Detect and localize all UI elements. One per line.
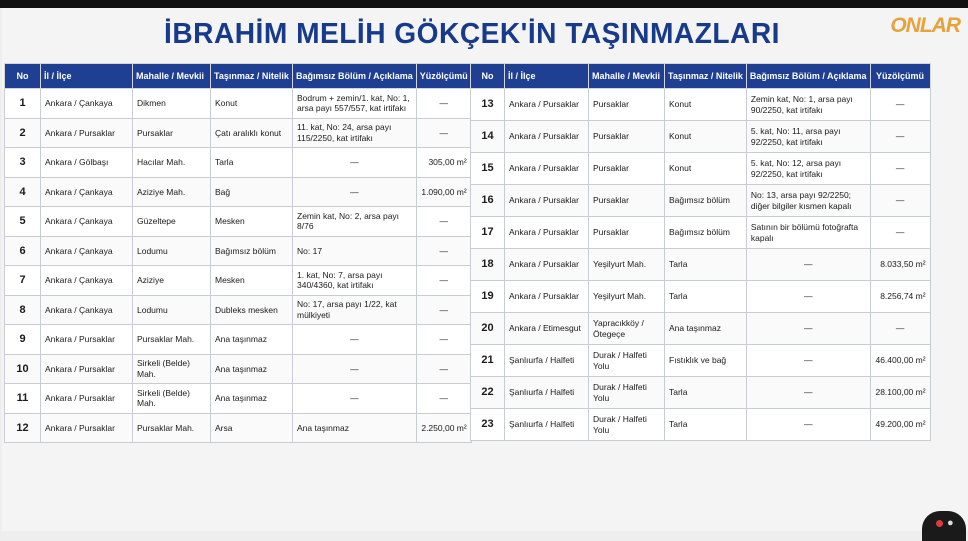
cell-no: 6 <box>5 236 41 266</box>
table-row <box>471 409 931 441</box>
cell-nitelik: Bağ <box>211 177 293 207</box>
cell-il-ilce: Şanlıurfa / Halfeti <box>505 345 589 377</box>
header-yuzolcumu: Yüzölçümü <box>870 64 930 89</box>
cell-aciklama: — <box>746 281 870 313</box>
table-row <box>471 121 931 153</box>
cell-yuzolcumu: — <box>416 325 471 355</box>
cell-nitelik: Bağımsız bölüm <box>211 236 293 266</box>
cell-no: 22 <box>471 377 505 409</box>
cell-il-ilce: Ankara / Pursaklar <box>505 185 589 217</box>
table-row <box>5 354 472 384</box>
table-row <box>5 266 472 296</box>
cell-nitelik: Konut <box>665 153 747 185</box>
cell-mahalle: Yeşilyurt Mah. <box>589 249 665 281</box>
header-il-ilce: İl / İlçe <box>505 64 589 89</box>
header-mahalle: Mahalle / Mevkii <box>589 64 665 89</box>
cell-mahalle: Aziziye <box>133 266 211 296</box>
cell-mahalle: Lodumu <box>133 236 211 266</box>
table-row <box>471 313 931 345</box>
cell-nitelik: Ana taşınmaz <box>211 384 293 414</box>
cell-mahalle: Sirkeli (Belde) Mah. <box>133 384 211 414</box>
cell-mahalle: Durak / Halfeti Yolu <box>589 377 665 409</box>
cell-no: 23 <box>471 409 505 441</box>
cell-mahalle: Pursaklar Mah. <box>133 325 211 355</box>
cell-aciklama: 5. kat, No: 11, arsa payı 92/2250, kat irtifakı <box>746 121 870 153</box>
table-row <box>471 249 931 281</box>
cell-il-ilce: Ankara / Pursaklar <box>41 384 133 414</box>
cell-il-ilce: Ankara / Pursaklar <box>505 217 589 249</box>
cell-mahalle: Yapracıkköy / Ötegeçe <box>589 313 665 345</box>
cell-no: 14 <box>471 121 505 153</box>
cell-nitelik: Tarla <box>665 409 747 441</box>
cell-no: 4 <box>5 177 41 207</box>
cell-aciklama: No: 13, arsa payı 92/2250; diğer bilgiler kısmen kapalı <box>746 185 870 217</box>
header-il-ilce: İl / İlçe <box>41 64 133 89</box>
cell-yuzolcumu: — <box>870 121 930 153</box>
cell-il-ilce: Şanlıurfa / Halfeti <box>505 409 589 441</box>
cell-aciklama: 5. kat, No: 12, arsa payı 92/2250, kat irtifakı <box>746 153 870 185</box>
cell-no: 20 <box>471 313 505 345</box>
cell-aciklama: Satının bir bölümü fotoğrafta kapalı <box>746 217 870 249</box>
cell-aciklama: No: 17 <box>293 236 417 266</box>
cell-il-ilce: Ankara / Pursaklar <box>505 153 589 185</box>
cell-mahalle: Durak / Halfeti Yolu <box>589 345 665 377</box>
cell-aciklama: No: 17, arsa payı 1/22, kat mülkiyeti <box>293 295 417 325</box>
cell-aciklama: 1. kat, No: 7, arsa payı 340/4360, kat irtifakı <box>293 266 417 296</box>
table-row <box>5 89 472 119</box>
cell-yuzolcumu: — <box>870 217 930 249</box>
cell-il-ilce: Ankara / Çankaya <box>41 89 133 119</box>
cell-il-ilce: Ankara / Pursaklar <box>505 281 589 313</box>
cell-il-ilce: Ankara / Pursaklar <box>41 413 133 443</box>
cell-nitelik: Tarla <box>665 249 747 281</box>
cell-nitelik: Bağımsız bölüm <box>665 217 747 249</box>
cell-mahalle: Güzeltepe <box>133 207 211 237</box>
cell-nitelik: Mesken <box>211 207 293 237</box>
cell-mahalle: Pursaklar <box>589 217 665 249</box>
cell-nitelik: Tarla <box>665 281 747 313</box>
header-nitelik: Taşınmaz / Nitelik <box>665 64 747 89</box>
cell-aciklama: — <box>293 354 417 384</box>
cell-aciklama: — <box>293 384 417 414</box>
cell-yuzolcumu: 1.090,00 m² <box>416 177 471 207</box>
table-row <box>5 236 472 266</box>
cell-no: 11 <box>5 384 41 414</box>
cell-mahalle: Pursaklar <box>589 89 665 121</box>
cell-aciklama: — <box>746 345 870 377</box>
cell-nitelik: Mesken <box>211 266 293 296</box>
cell-yuzolcumu: — <box>416 354 471 384</box>
cell-aciklama: Ana taşınmaz <box>293 413 417 443</box>
header-mahalle: Mahalle / Mevkii <box>133 64 211 89</box>
cell-yuzolcumu: — <box>416 118 471 148</box>
cell-il-ilce: Ankara / Pursaklar <box>41 118 133 148</box>
cell-yuzolcumu: 8.256,74 m² <box>870 281 930 313</box>
cell-yuzolcumu: — <box>416 207 471 237</box>
header-nitelik: Taşınmaz / Nitelik <box>211 64 293 89</box>
cell-mahalle: Durak / Halfeti Yolu <box>589 409 665 441</box>
cell-aciklama: — <box>293 177 417 207</box>
corner-badge[interactable] <box>922 511 966 541</box>
cell-mahalle: Yeşilyurt Mah. <box>589 281 665 313</box>
cell-nitelik: Ana taşınmaz <box>211 354 293 384</box>
cell-yuzolcumu: — <box>416 236 471 266</box>
table-row <box>471 281 931 313</box>
table-row <box>471 185 931 217</box>
cell-no: 13 <box>471 89 505 121</box>
cell-nitelik: Ana taşınmaz <box>211 325 293 355</box>
cell-nitelik: Konut <box>211 89 293 119</box>
cell-no: 3 <box>5 148 41 178</box>
cell-aciklama: Bodrum + zemin/1. kat, No: 1, arsa payı 557/557, kat irtifakı <box>293 89 417 119</box>
cell-il-ilce: Ankara / Pursaklar <box>505 249 589 281</box>
cell-yuzolcumu: 8.033,50 m² <box>870 249 930 281</box>
cell-yuzolcumu: 305,00 m² <box>416 148 471 178</box>
cell-il-ilce: Ankara / Çankaya <box>41 207 133 237</box>
table-row <box>5 148 472 178</box>
cell-aciklama: — <box>746 409 870 441</box>
cell-yuzolcumu: — <box>870 185 930 217</box>
table-row <box>5 413 472 443</box>
header-aciklama: Bağımsız Bölüm / Açıklama <box>746 64 870 89</box>
cell-mahalle: Aziziye Mah. <box>133 177 211 207</box>
cell-yuzolcumu: 46.400,00 m² <box>870 345 930 377</box>
property-table-left <box>4 63 472 443</box>
cell-nitelik: Tarla <box>211 148 293 178</box>
header-yuzolcumu: Yüzölçümü <box>416 64 471 89</box>
cell-aciklama: — <box>293 325 417 355</box>
table-row <box>5 118 472 148</box>
cell-no: 15 <box>471 153 505 185</box>
cell-nitelik: Arsa <box>211 413 293 443</box>
cell-yuzolcumu: 2.250,00 m² <box>416 413 471 443</box>
cell-yuzolcumu: — <box>416 384 471 414</box>
person-icon: ● <box>947 517 954 529</box>
cell-no: 21 <box>471 345 505 377</box>
table-row <box>5 295 472 325</box>
cell-no: 1 <box>5 89 41 119</box>
cell-yuzolcumu: — <box>870 153 930 185</box>
cell-il-ilce: Ankara / Çankaya <box>41 177 133 207</box>
cell-il-ilce: Ankara / Gölbaşı <box>41 148 133 178</box>
header-aciklama: Bağımsız Bölüm / Açıklama <box>293 64 417 89</box>
cell-yuzolcumu: 28.100,00 m² <box>870 377 930 409</box>
cell-il-ilce: Ankara / Pursaklar <box>41 325 133 355</box>
table-header-row <box>5 64 472 89</box>
property-table-right <box>470 63 931 441</box>
page-title: İBRAHİM MELİH GÖKÇEK'İN TAŞINMAZLARI <box>164 18 780 50</box>
cell-aciklama: 11. kat, No: 24, arsa payı 115/2250, kat irtifakı <box>293 118 417 148</box>
table-row <box>5 207 472 237</box>
cell-mahalle: Sirkeli (Belde) Mah. <box>133 354 211 384</box>
cell-il-ilce: Ankara / Pursaklar <box>505 121 589 153</box>
top-bar <box>0 0 968 8</box>
cell-mahalle: Dikmen <box>133 89 211 119</box>
cell-mahalle: Pursaklar Mah. <box>133 413 211 443</box>
cell-no: 7 <box>5 266 41 296</box>
cell-yuzolcumu: — <box>870 89 930 121</box>
cell-yuzolcumu: — <box>416 295 471 325</box>
cell-no: 18 <box>471 249 505 281</box>
cell-no: 5 <box>5 207 41 237</box>
table-row <box>5 384 472 414</box>
cell-no: 17 <box>471 217 505 249</box>
cell-mahalle: Lodumu <box>133 295 211 325</box>
cell-aciklama: — <box>746 249 870 281</box>
cell-no: 10 <box>5 354 41 384</box>
cell-nitelik: Ana taşınmaz <box>665 313 747 345</box>
cell-yuzolcumu: — <box>416 266 471 296</box>
cell-aciklama: Zemin kat, No: 2, arsa payı 8/76 <box>293 207 417 237</box>
cell-mahalle: Hacılar Mah. <box>133 148 211 178</box>
header-no: No <box>5 64 41 89</box>
cell-nitelik: Bağımsız bölüm <box>665 185 747 217</box>
cell-mahalle: Pursaklar <box>589 185 665 217</box>
cell-nitelik: Konut <box>665 89 747 121</box>
cell-no: 2 <box>5 118 41 148</box>
cell-nitelik: Çatı aralıklı konut <box>211 118 293 148</box>
cell-nitelik: Konut <box>665 121 747 153</box>
cell-nitelik: Dubleks mesken <box>211 295 293 325</box>
table-row <box>471 153 931 185</box>
cell-yuzolcumu: — <box>416 89 471 119</box>
cell-mahalle: Pursaklar <box>589 153 665 185</box>
cell-no: 16 <box>471 185 505 217</box>
cell-il-ilce: Ankara / Çankaya <box>41 295 133 325</box>
cell-il-ilce: Şanlıurfa / Halfeti <box>505 377 589 409</box>
header-no: No <box>471 64 505 89</box>
cell-aciklama: — <box>293 148 417 178</box>
cell-yuzolcumu: — <box>870 313 930 345</box>
cell-mahalle: Pursaklar <box>589 121 665 153</box>
table-row <box>471 377 931 409</box>
cell-nitelik: Tarla <box>665 377 747 409</box>
cell-il-ilce: Ankara / Etimesgut <box>505 313 589 345</box>
table-header-row <box>471 64 931 89</box>
cell-il-ilce: Ankara / Pursaklar <box>505 89 589 121</box>
table-row <box>471 217 931 249</box>
channel-logo: ONLAR <box>890 14 960 37</box>
cell-no: 19 <box>471 281 505 313</box>
live-dot-icon <box>936 520 943 527</box>
cell-aciklama: Zemin kat, No: 1, arsa payı 90/2250, kat irtifakı <box>746 89 870 121</box>
cell-nitelik: Fıstıklık ve bağ <box>665 345 747 377</box>
cell-no: 12 <box>5 413 41 443</box>
cell-il-ilce: Ankara / Çankaya <box>41 236 133 266</box>
table-row <box>471 345 931 377</box>
table-row <box>5 177 472 207</box>
cell-mahalle: Pursaklar <box>133 118 211 148</box>
cell-aciklama: — <box>746 377 870 409</box>
cell-no: 9 <box>5 325 41 355</box>
cell-aciklama: — <box>746 313 870 345</box>
cell-no: 8 <box>5 295 41 325</box>
cell-il-ilce: Ankara / Pursaklar <box>41 354 133 384</box>
cell-yuzolcumu: 49.200,00 m² <box>870 409 930 441</box>
table-row <box>5 325 472 355</box>
table-row <box>471 89 931 121</box>
cell-il-ilce: Ankara / Çankaya <box>41 266 133 296</box>
